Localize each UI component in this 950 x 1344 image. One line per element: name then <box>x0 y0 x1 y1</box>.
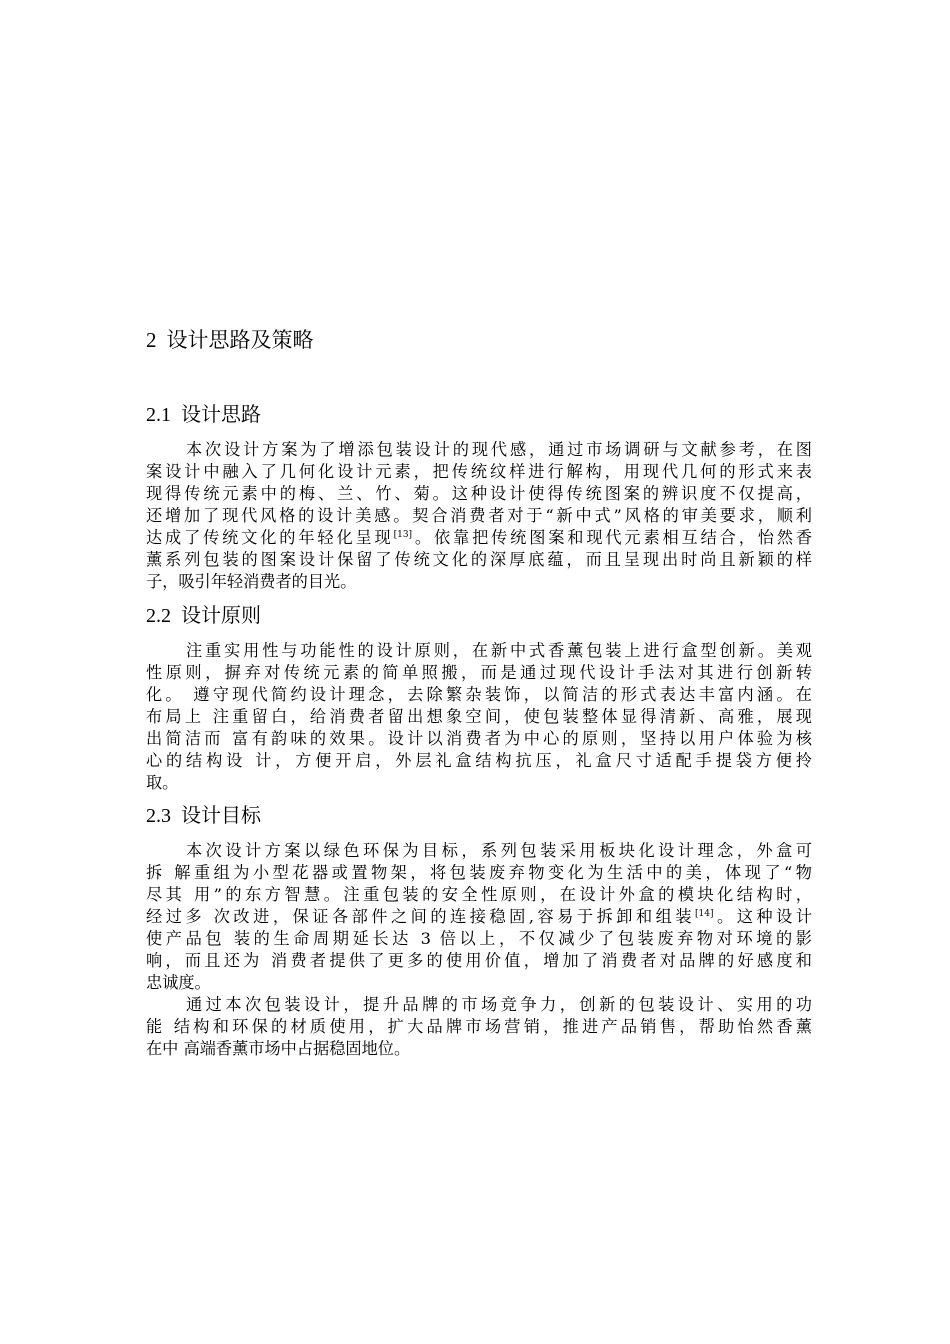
subsection-number: 2.2 <box>146 605 171 627</box>
paragraph-design-idea <box>146 439 812 593</box>
text-line: 布局上 注重留白，给消费者留出想象空间，使包装整体显得清新、高雅，展现 <box>146 707 812 726</box>
text-line: 案设计中融入了几何化设计元素，把传统纹样进行解构，用现代几何的形式来表 <box>146 462 812 481</box>
citation-14: [14] <box>695 909 714 919</box>
text-line: 薰系列包装的图案设计保留了传统文化的深厚底蕴，而且呈现出时尚且新颖的样 <box>146 550 812 569</box>
text-line: 出简洁而 富有韵味的效果。设计以消费者为中心的原则，坚持以用户体验为核 <box>146 729 812 748</box>
paragraph-design-principles <box>146 640 812 794</box>
text-line: 本次设计方案以绿色环保为目标，系列包装采用板块化设计理念，外盒可 <box>186 841 812 860</box>
text-line: 在中 高端香薰市场中占据稳固地位。 <box>146 1039 411 1058</box>
text-line: 化。 遵守现代简约设计理念，去除繁杂装饰，以简洁的形式表达丰富内涵。在 <box>146 685 812 704</box>
subsection-title: 设计原则 <box>181 603 261 627</box>
section-heading <box>146 326 314 354</box>
subsection-title: 设计目标 <box>181 803 261 827</box>
text-segment: 。这种设计 <box>713 907 813 926</box>
text-line: 尽其 用”的东方智慧。注重包装的安全性原则，在设计外盒的模块化结构时， <box>146 885 812 904</box>
text-line: 取。 <box>146 773 179 792</box>
text-line: 子，吸引年轻消费者的目光。 <box>146 572 357 591</box>
section-number: 2 <box>146 328 157 352</box>
subsection-number: 2.3 <box>146 805 171 827</box>
subsection-heading-2-2 <box>146 601 261 630</box>
text-line: 还增加了现代风格的设计美感。契合消费者对于“新中式”风格的审美要求，顺利 <box>146 506 812 525</box>
subsection-title: 设计思路 <box>181 402 261 426</box>
text-line: 心的结构设 计，方便开启，外层礼盒结构抗压，礼盒尺寸适配手提袋方便拎 <box>146 751 812 770</box>
text-line: 注重实用性与功能性的设计原则，在新中式香薰包装上进行盒型创新。美观 <box>186 641 812 660</box>
text-line: 响，而且还为 消费者提供了更多的使用价值，增加了消费者对品牌的好感度和 <box>146 951 812 970</box>
text-line <box>146 906 812 928</box>
text-line: 使产品包 装的生命周期延长达 3 倍以上，不仅减少了包装废弃物对环境的影 <box>146 929 812 948</box>
text-segment: 经过多 次改进，保证各部件之间的连接稳固,容易于拆卸和组装 <box>146 907 696 926</box>
text-segment: 达成了传统文化的年轻化呈现 <box>146 528 394 547</box>
text-line: 能 结构和环保的材质使用，扩大品牌市场营销，推进产品销售，帮助怡然香薰 <box>146 1017 812 1036</box>
text-line: 忠诚度。 <box>146 973 211 992</box>
subsection-heading-2-1 <box>146 400 261 429</box>
subsection-heading-2-3 <box>146 801 261 830</box>
text-line: 通过本次包装设计，提升品牌的市场竞争力，创新的包装设计、实用的功 <box>186 995 812 1014</box>
text-line: 性原则，摒弃对传统元素的简单照搬，而是通过现代设计手法对其进行创新转 <box>146 663 812 682</box>
text-line <box>146 527 812 549</box>
citation-13: [13] <box>393 530 413 540</box>
text-line: 现得传统元素中的梅、兰、竹、菊。这种设计使得传统图案的辨识度不仅提高， <box>146 484 812 503</box>
section-title: 设计思路及策略 <box>166 328 314 352</box>
text-segment: 。依靠把传统图案和现代元素相互结合，怡然香 <box>412 528 813 547</box>
text-line: 本次设计方案为了增添包装设计的现代感，通过市场调研与文献参考，在图 <box>186 440 812 459</box>
text-line: 拆 解重组为小型花器或置物架，将包装废弃物变化为生活中的美，体现了“物 <box>146 863 812 882</box>
paragraph-design-goals <box>146 840 812 1060</box>
subsection-number: 2.1 <box>146 404 171 426</box>
